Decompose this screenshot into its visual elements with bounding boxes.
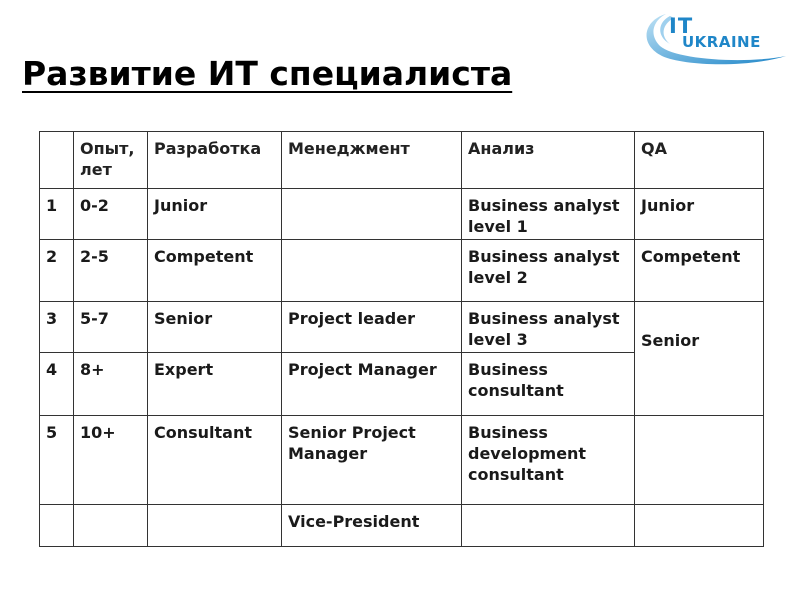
table-cell: Project leader	[282, 302, 462, 353]
table-cell: Business development consultant	[462, 416, 635, 505]
table-cell: 2-5	[74, 240, 148, 302]
table-cell: Business consultant	[462, 353, 635, 416]
table-cell	[635, 416, 764, 505]
page-title: Развитие ИТ специалиста	[22, 54, 513, 93]
table-cell: Senior	[148, 302, 282, 353]
table-cell: Junior	[148, 189, 282, 240]
header-cell-num	[40, 132, 74, 189]
table-cell: 4	[40, 353, 74, 416]
table-cell: Junior	[635, 189, 764, 240]
table-cell: Competent	[635, 240, 764, 302]
header-cell-qa: QA	[635, 132, 764, 189]
table-row	[40, 240, 764, 302]
table-cell: 10+	[74, 416, 148, 505]
table-cell-merged: Senior	[635, 302, 764, 416]
header-experience-label: Опыт, лет	[80, 139, 135, 179]
logo-ukraine-text: UKRAINE	[682, 33, 761, 51]
table-header-row	[40, 132, 764, 189]
table-row	[40, 302, 764, 353]
table-cell	[635, 505, 764, 547]
table-cell: Business analyst level 3	[462, 302, 635, 353]
header-cell-experience	[74, 132, 148, 189]
table-cell	[282, 240, 462, 302]
table-cell	[462, 505, 635, 547]
table-cell	[40, 505, 74, 547]
table-cell	[282, 189, 462, 240]
table-cell: 1	[40, 189, 74, 240]
table-cell: Senior Project Manager	[282, 416, 462, 505]
table-cell: 2	[40, 240, 74, 302]
table-cell: 0-2	[74, 189, 148, 240]
table-cell: Expert	[148, 353, 282, 416]
table-cell: Vice-President	[282, 505, 462, 547]
table-cell: 8+	[74, 353, 148, 416]
table-cell: 5-7	[74, 302, 148, 353]
table-row	[40, 189, 764, 240]
header-cell-development: Разработка	[148, 132, 282, 189]
table-cell: 5	[40, 416, 74, 505]
header-cell-analysis: Анализ	[462, 132, 635, 189]
it-ukraine-logo	[636, 6, 796, 70]
table-cell: 3	[40, 302, 74, 353]
table-row	[40, 505, 764, 547]
table-cell: Consultant	[148, 416, 282, 505]
header-cell-management: Менеджмент	[282, 132, 462, 189]
table-cell: Business analyst level 1	[462, 189, 635, 240]
logo-it-text: IT	[669, 14, 694, 38]
table-cell: Business analyst level 2	[462, 240, 635, 302]
table-cell	[74, 505, 148, 547]
career-table	[39, 131, 764, 547]
table-cell	[148, 505, 282, 547]
table-row	[40, 416, 764, 505]
table-cell: Project Manager	[282, 353, 462, 416]
table-cell: Competent	[148, 240, 282, 302]
